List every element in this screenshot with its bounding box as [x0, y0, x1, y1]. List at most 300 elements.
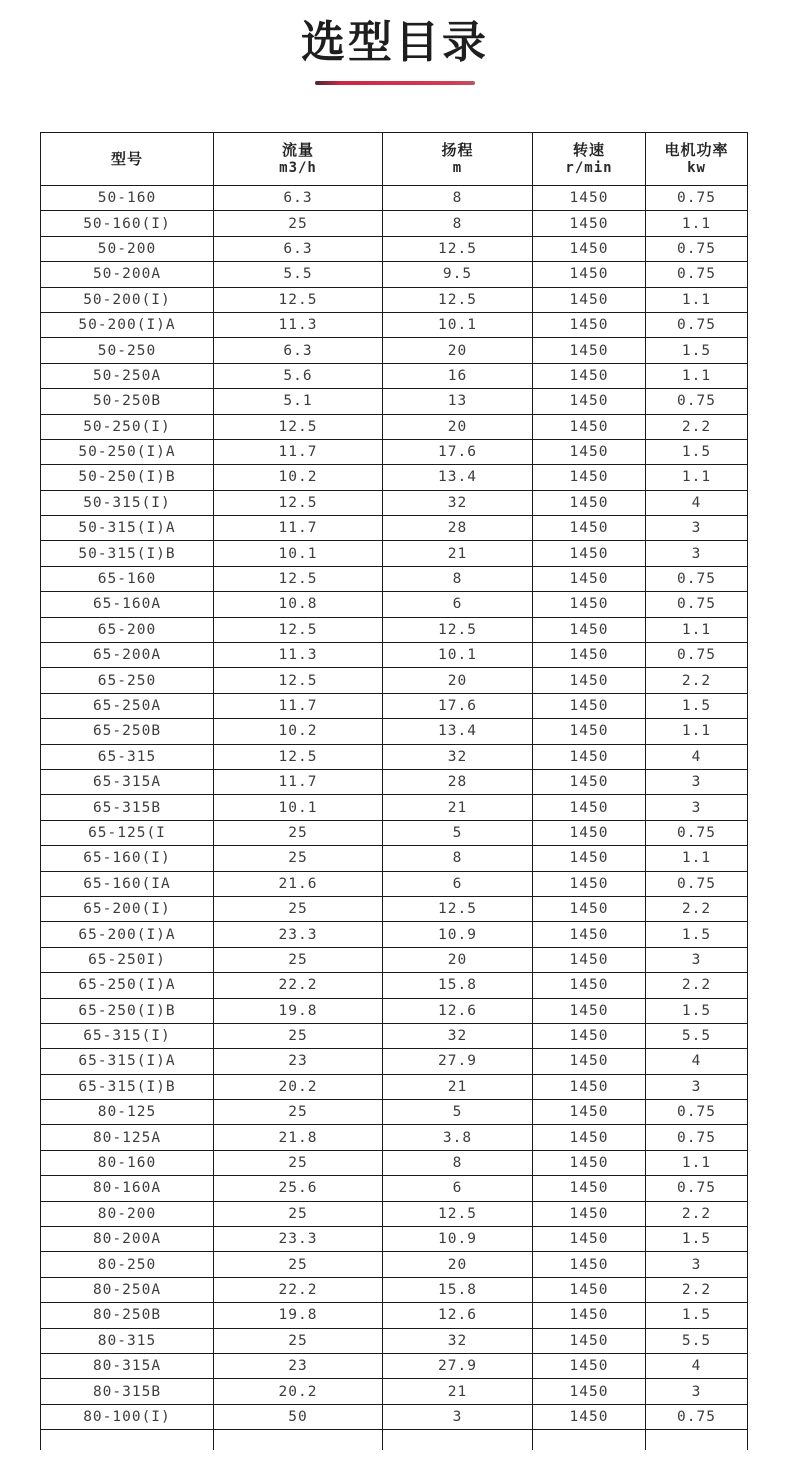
- table-cell: 10.2: [214, 719, 383, 744]
- table-cell: 20: [383, 668, 533, 693]
- table-header: [41, 133, 748, 186]
- table-cell: 1450: [533, 1379, 646, 1404]
- table-cell: 25: [214, 1100, 383, 1125]
- table-cell: [533, 1430, 646, 1451]
- column-header-head: [383, 133, 533, 186]
- table-row: [41, 896, 748, 921]
- table-cell: 10.9: [383, 1227, 533, 1252]
- table-body: [41, 186, 748, 1451]
- table-cell: 0.75: [646, 871, 748, 896]
- table-cell: 1450: [533, 1201, 646, 1226]
- table-cell: 12.5: [214, 744, 383, 769]
- table-cell: [214, 1430, 383, 1451]
- table-cell: 25: [214, 1252, 383, 1277]
- table-cell: 80-315B: [41, 1379, 214, 1404]
- table-cell: 6: [383, 592, 533, 617]
- table-cell: 80-315A: [41, 1353, 214, 1378]
- column-label: 转速: [572, 141, 605, 159]
- table-cell: 50: [214, 1404, 383, 1429]
- table-cell: 1450: [533, 1328, 646, 1353]
- table-cell: 1450: [533, 363, 646, 388]
- table-cell: 12.5: [383, 896, 533, 921]
- table-row: [41, 1074, 748, 1099]
- table-cell: 1450: [533, 1125, 646, 1150]
- table-cell: 17.6: [383, 439, 533, 464]
- table-row: [41, 998, 748, 1023]
- table-cell: 50-250(I): [41, 414, 214, 439]
- table-cell: 50-250: [41, 338, 214, 363]
- table-cell: 50-315(I): [41, 490, 214, 515]
- column-header-model: [41, 133, 214, 186]
- column-label: 扬程: [441, 141, 474, 159]
- table-cell: 3: [646, 769, 748, 794]
- table-cell: 80-200: [41, 1201, 214, 1226]
- table-row: [41, 617, 748, 642]
- table-cell: 1450: [533, 769, 646, 794]
- table-row: [41, 236, 748, 261]
- table-cell: 1450: [533, 592, 646, 617]
- table-row: [41, 1201, 748, 1226]
- table-cell: 5.5: [646, 1328, 748, 1353]
- table-cell: 65-315(I)B: [41, 1074, 214, 1099]
- table-row-partial: [41, 1430, 748, 1451]
- table-row: [41, 973, 748, 998]
- table-cell: 10.1: [383, 312, 533, 337]
- table-cell: 1450: [533, 211, 646, 236]
- table-cell: 50-250A: [41, 363, 214, 388]
- table-cell: 1450: [533, 1353, 646, 1378]
- table-row: [41, 287, 748, 312]
- table-cell: 65-200(I)A: [41, 922, 214, 947]
- table-cell: 10.9: [383, 922, 533, 947]
- table-cell: 8: [383, 186, 533, 211]
- column-unit: kw: [687, 160, 706, 176]
- table-row: [41, 490, 748, 515]
- table-cell: 21: [383, 1379, 533, 1404]
- table-cell: 23: [214, 1049, 383, 1074]
- table-cell: 10.1: [383, 643, 533, 668]
- table-cell: 1450: [533, 516, 646, 541]
- table-cell: 21: [383, 795, 533, 820]
- table-cell: 11.7: [214, 516, 383, 541]
- table-cell: 3: [646, 1379, 748, 1404]
- table-cell: 25: [214, 820, 383, 845]
- table-cell: 23.3: [214, 922, 383, 947]
- table-row: [41, 693, 748, 718]
- table-header-row: [41, 133, 748, 186]
- table-row: [41, 871, 748, 896]
- column-header-flow: [214, 133, 383, 186]
- table-cell: 9.5: [383, 262, 533, 287]
- table-cell: 1.5: [646, 338, 748, 363]
- table-cell: 4: [646, 1049, 748, 1074]
- table-cell: 10.1: [214, 795, 383, 820]
- table-row: [41, 541, 748, 566]
- table-row: [41, 1303, 748, 1328]
- table-cell: 28: [383, 516, 533, 541]
- table-cell: 1450: [533, 1049, 646, 1074]
- table-row: [41, 186, 748, 211]
- table-cell: 1450: [533, 719, 646, 744]
- table-cell: 6: [383, 1176, 533, 1201]
- table-cell: 1450: [533, 186, 646, 211]
- table-cell: 50-250(I)A: [41, 439, 214, 464]
- column-header-speed: [533, 133, 646, 186]
- table-cell: 20: [383, 414, 533, 439]
- table-cell: 25.6: [214, 1176, 383, 1201]
- table-cell: 65-250(I)A: [41, 973, 214, 998]
- table-row: [41, 1404, 748, 1429]
- table-row: [41, 465, 748, 490]
- table-row: [41, 1049, 748, 1074]
- table-cell: 50-200: [41, 236, 214, 261]
- table-cell: 0.75: [646, 643, 748, 668]
- table-cell: 65-125(I: [41, 820, 214, 845]
- table-cell: 10.8: [214, 592, 383, 617]
- selection-catalog-table: [40, 132, 748, 1450]
- table-row: [41, 1328, 748, 1353]
- table-cell: 1450: [533, 262, 646, 287]
- table-row: [41, 1023, 748, 1048]
- table-cell: 4: [646, 744, 748, 769]
- table-cell: 15.8: [383, 973, 533, 998]
- table-cell: 80-250B: [41, 1303, 214, 1328]
- table-cell: 1450: [533, 643, 646, 668]
- table-cell: 1.1: [646, 719, 748, 744]
- table-cell: 1450: [533, 439, 646, 464]
- table-cell: 10.2: [214, 465, 383, 490]
- table-cell: 1450: [533, 1176, 646, 1201]
- table-cell: 65-315B: [41, 795, 214, 820]
- table-cell: 0.75: [646, 389, 748, 414]
- table-cell: 8: [383, 566, 533, 591]
- table-cell: 65-160A: [41, 592, 214, 617]
- table-cell: 65-315: [41, 744, 214, 769]
- table-row: [41, 566, 748, 591]
- table-cell: 1.1: [646, 1150, 748, 1175]
- table-cell: 5.1: [214, 389, 383, 414]
- table-row: [41, 643, 748, 668]
- table-cell: 8: [383, 211, 533, 236]
- table-row: [41, 1227, 748, 1252]
- table-row: [41, 312, 748, 337]
- table-cell: 10.1: [214, 541, 383, 566]
- table-cell: 1450: [533, 490, 646, 515]
- table-row: [41, 719, 748, 744]
- table-cell: 4: [646, 490, 748, 515]
- table-cell: 3: [646, 795, 748, 820]
- table-cell: 19.8: [214, 998, 383, 1023]
- table-cell: 2.2: [646, 896, 748, 921]
- table-cell: 20.2: [214, 1074, 383, 1099]
- table-row: [41, 1100, 748, 1125]
- table-cell: 20.2: [214, 1379, 383, 1404]
- table-cell: 3: [646, 1252, 748, 1277]
- table-cell: 1450: [533, 871, 646, 896]
- table-cell: 0.75: [646, 566, 748, 591]
- table-cell: 13.4: [383, 719, 533, 744]
- table-cell: 20: [383, 338, 533, 363]
- table-cell: 5: [383, 820, 533, 845]
- table-cell: 65-160: [41, 566, 214, 591]
- table-cell: 8: [383, 846, 533, 871]
- table-cell: 1450: [533, 566, 646, 591]
- table-cell: 1.5: [646, 1227, 748, 1252]
- table-cell: 65-250(I)B: [41, 998, 214, 1023]
- table-row: [41, 211, 748, 236]
- table-row: [41, 363, 748, 388]
- table-cell: 65-315(I): [41, 1023, 214, 1048]
- table-cell: 2.2: [646, 1201, 748, 1226]
- table-cell: 1450: [533, 414, 646, 439]
- table-row: [41, 820, 748, 845]
- table-cell: 32: [383, 1023, 533, 1048]
- table-cell: 65-200A: [41, 643, 214, 668]
- table-cell: 1450: [533, 1150, 646, 1175]
- table-cell: 15.8: [383, 1277, 533, 1302]
- table-row: [41, 668, 748, 693]
- table-cell: 0.75: [646, 592, 748, 617]
- table-cell: 1.5: [646, 1303, 748, 1328]
- column-label: 电机功率: [664, 141, 729, 159]
- table-cell: 65-250B: [41, 719, 214, 744]
- table-row: [41, 1125, 748, 1150]
- table-cell: 1450: [533, 973, 646, 998]
- table-cell: 12.5: [383, 287, 533, 312]
- table-cell: 80-160: [41, 1150, 214, 1175]
- table-cell: 1.1: [646, 465, 748, 490]
- table-cell: 22.2: [214, 1277, 383, 1302]
- table-row: [41, 414, 748, 439]
- table-cell: 2.2: [646, 1277, 748, 1302]
- table-cell: 1450: [533, 896, 646, 921]
- table-cell: 65-250I): [41, 947, 214, 972]
- table-cell: 1.5: [646, 693, 748, 718]
- page-title: 选型目录: [301, 17, 489, 68]
- column-label: 流量: [281, 141, 314, 159]
- table-cell: 80-160A: [41, 1176, 214, 1201]
- table-cell: 16: [383, 363, 533, 388]
- table-cell: 65-200(I): [41, 896, 214, 921]
- table-cell: 3: [646, 541, 748, 566]
- table-row: [41, 1176, 748, 1201]
- table-cell: 1450: [533, 389, 646, 414]
- table-cell: 12.5: [214, 617, 383, 642]
- table-cell: 50-160(I): [41, 211, 214, 236]
- table-cell: 6.3: [214, 236, 383, 261]
- column-unit: m3/h: [279, 160, 317, 176]
- table-cell: 1.5: [646, 922, 748, 947]
- table-cell: 25: [214, 896, 383, 921]
- table-cell: [41, 1430, 214, 1451]
- table-row: [41, 769, 748, 794]
- table-cell: 0.75: [646, 1404, 748, 1429]
- table-cell: 1450: [533, 795, 646, 820]
- table-cell: 25: [214, 1201, 383, 1226]
- table-cell: 50-200(I)A: [41, 312, 214, 337]
- table-cell: 12.6: [383, 998, 533, 1023]
- table-cell: 27.9: [383, 1353, 533, 1378]
- table-cell: 13.4: [383, 465, 533, 490]
- table-cell: 22.2: [214, 973, 383, 998]
- table-cell: 12.5: [383, 236, 533, 261]
- table-row: [41, 744, 748, 769]
- table-cell: 65-315A: [41, 769, 214, 794]
- table-row: [41, 389, 748, 414]
- table-cell: 12.6: [383, 1303, 533, 1328]
- table-cell: 1450: [533, 998, 646, 1023]
- table-cell: 0.75: [646, 820, 748, 845]
- table-cell: 1450: [533, 820, 646, 845]
- table-row: [41, 338, 748, 363]
- table-cell: 2.2: [646, 414, 748, 439]
- table-cell: 25: [214, 1150, 383, 1175]
- table-cell: 0.75: [646, 1176, 748, 1201]
- table-cell: 1.5: [646, 439, 748, 464]
- table-cell: 21.8: [214, 1125, 383, 1150]
- table-cell: 12.5: [383, 1201, 533, 1226]
- table-cell: 1450: [533, 465, 646, 490]
- table-cell: 1450: [533, 846, 646, 871]
- table-row: [41, 262, 748, 287]
- column-label: 型号: [110, 149, 143, 168]
- table-cell: 6.3: [214, 186, 383, 211]
- table-cell: 20: [383, 1252, 533, 1277]
- table-row: [41, 846, 748, 871]
- table-cell: 11.7: [214, 693, 383, 718]
- table-cell: 19.8: [214, 1303, 383, 1328]
- table-cell: 50-200(I): [41, 287, 214, 312]
- table-cell: 1450: [533, 947, 646, 972]
- table-cell: 21.6: [214, 871, 383, 896]
- table-cell: 11.7: [214, 769, 383, 794]
- table-row: [41, 795, 748, 820]
- table-cell: 1.1: [646, 211, 748, 236]
- table-cell: 1.5: [646, 998, 748, 1023]
- table-cell: 1450: [533, 1303, 646, 1328]
- table-cell: 11.3: [214, 312, 383, 337]
- table-cell: 1450: [533, 1252, 646, 1277]
- table-cell: 1450: [533, 287, 646, 312]
- table-cell: 20: [383, 947, 533, 972]
- table-cell: 0.75: [646, 262, 748, 287]
- table-cell: 3: [646, 516, 748, 541]
- table-cell: 1450: [533, 312, 646, 337]
- table-cell: 11.3: [214, 643, 383, 668]
- table-cell: 12.5: [214, 668, 383, 693]
- table-cell: 65-315(I)A: [41, 1049, 214, 1074]
- table-cell: 27.9: [383, 1049, 533, 1074]
- table-cell: 1450: [533, 1074, 646, 1099]
- table-cell: 12.5: [214, 566, 383, 591]
- table-cell: 0.75: [646, 312, 748, 337]
- table-cell: 1.1: [646, 617, 748, 642]
- table-cell: 2.2: [646, 973, 748, 998]
- table-row: [41, 1353, 748, 1378]
- table-row: [41, 1277, 748, 1302]
- table-cell: 12.5: [383, 617, 533, 642]
- table-cell: 65-250: [41, 668, 214, 693]
- table-cell: 32: [383, 744, 533, 769]
- table-cell: 1450: [533, 1277, 646, 1302]
- table-cell: 1450: [533, 338, 646, 363]
- table-cell: 6: [383, 871, 533, 896]
- table-cell: 3: [646, 1074, 748, 1099]
- table-cell: 25: [214, 211, 383, 236]
- column-unit: m: [452, 160, 463, 176]
- table-cell: 80-125: [41, 1100, 214, 1125]
- table-cell: 80-250: [41, 1252, 214, 1277]
- table-cell: 25: [214, 846, 383, 871]
- table-cell: 17.6: [383, 693, 533, 718]
- table-cell: [383, 1430, 533, 1451]
- table-cell: 65-160(I): [41, 846, 214, 871]
- table-cell: 1450: [533, 693, 646, 718]
- table-cell: 5.5: [214, 262, 383, 287]
- table-cell: 50-200A: [41, 262, 214, 287]
- table-cell: 1450: [533, 1227, 646, 1252]
- table-cell: 21: [383, 541, 533, 566]
- table-cell: 50-160: [41, 186, 214, 211]
- table-cell: 1450: [533, 744, 646, 769]
- table-cell: 80-250A: [41, 1277, 214, 1302]
- table-cell: 80-315: [41, 1328, 214, 1353]
- table-cell: 25: [214, 1328, 383, 1353]
- table-cell: 6.3: [214, 338, 383, 363]
- table-cell: 11.7: [214, 439, 383, 464]
- table-cell: 1450: [533, 1023, 646, 1048]
- table-cell: 0.75: [646, 236, 748, 261]
- table-cell: 25: [214, 947, 383, 972]
- table-cell: 4: [646, 1353, 748, 1378]
- table-cell: 12.5: [214, 287, 383, 312]
- table-cell: 1.1: [646, 363, 748, 388]
- table-cell: 65-160(IA: [41, 871, 214, 896]
- table-cell: 5: [383, 1100, 533, 1125]
- table-cell: 32: [383, 490, 533, 515]
- table-cell: 80-100(I): [41, 1404, 214, 1429]
- column-header-power: [646, 133, 748, 186]
- table-cell: 0.75: [646, 186, 748, 211]
- table-cell: 0.75: [646, 1125, 748, 1150]
- table-cell: 1450: [533, 1100, 646, 1125]
- table-cell: 2.2: [646, 668, 748, 693]
- table-cell: 1.1: [646, 287, 748, 312]
- table-cell: 23: [214, 1353, 383, 1378]
- table-row: [41, 922, 748, 947]
- title-accent-divider: [315, 81, 475, 85]
- table-cell: 80-125A: [41, 1125, 214, 1150]
- table-cell: 12.5: [214, 490, 383, 515]
- table-cell: 1450: [533, 668, 646, 693]
- table-cell: 65-250A: [41, 693, 214, 718]
- table-cell: 50-250B: [41, 389, 214, 414]
- table-cell: 12.5: [214, 414, 383, 439]
- table-row: [41, 1379, 748, 1404]
- table-cell: 0.75: [646, 1100, 748, 1125]
- table-cell: 23.3: [214, 1227, 383, 1252]
- table-cell: 50-250(I)B: [41, 465, 214, 490]
- table-cell: 1450: [533, 617, 646, 642]
- table-row: [41, 1150, 748, 1175]
- table-cell: 3: [646, 947, 748, 972]
- table-cell: 25: [214, 1023, 383, 1048]
- table-cell: 32: [383, 1328, 533, 1353]
- table-cell: 1450: [533, 922, 646, 947]
- table-cell: 65-200: [41, 617, 214, 642]
- table-cell: 3: [383, 1404, 533, 1429]
- table-cell: 1450: [533, 541, 646, 566]
